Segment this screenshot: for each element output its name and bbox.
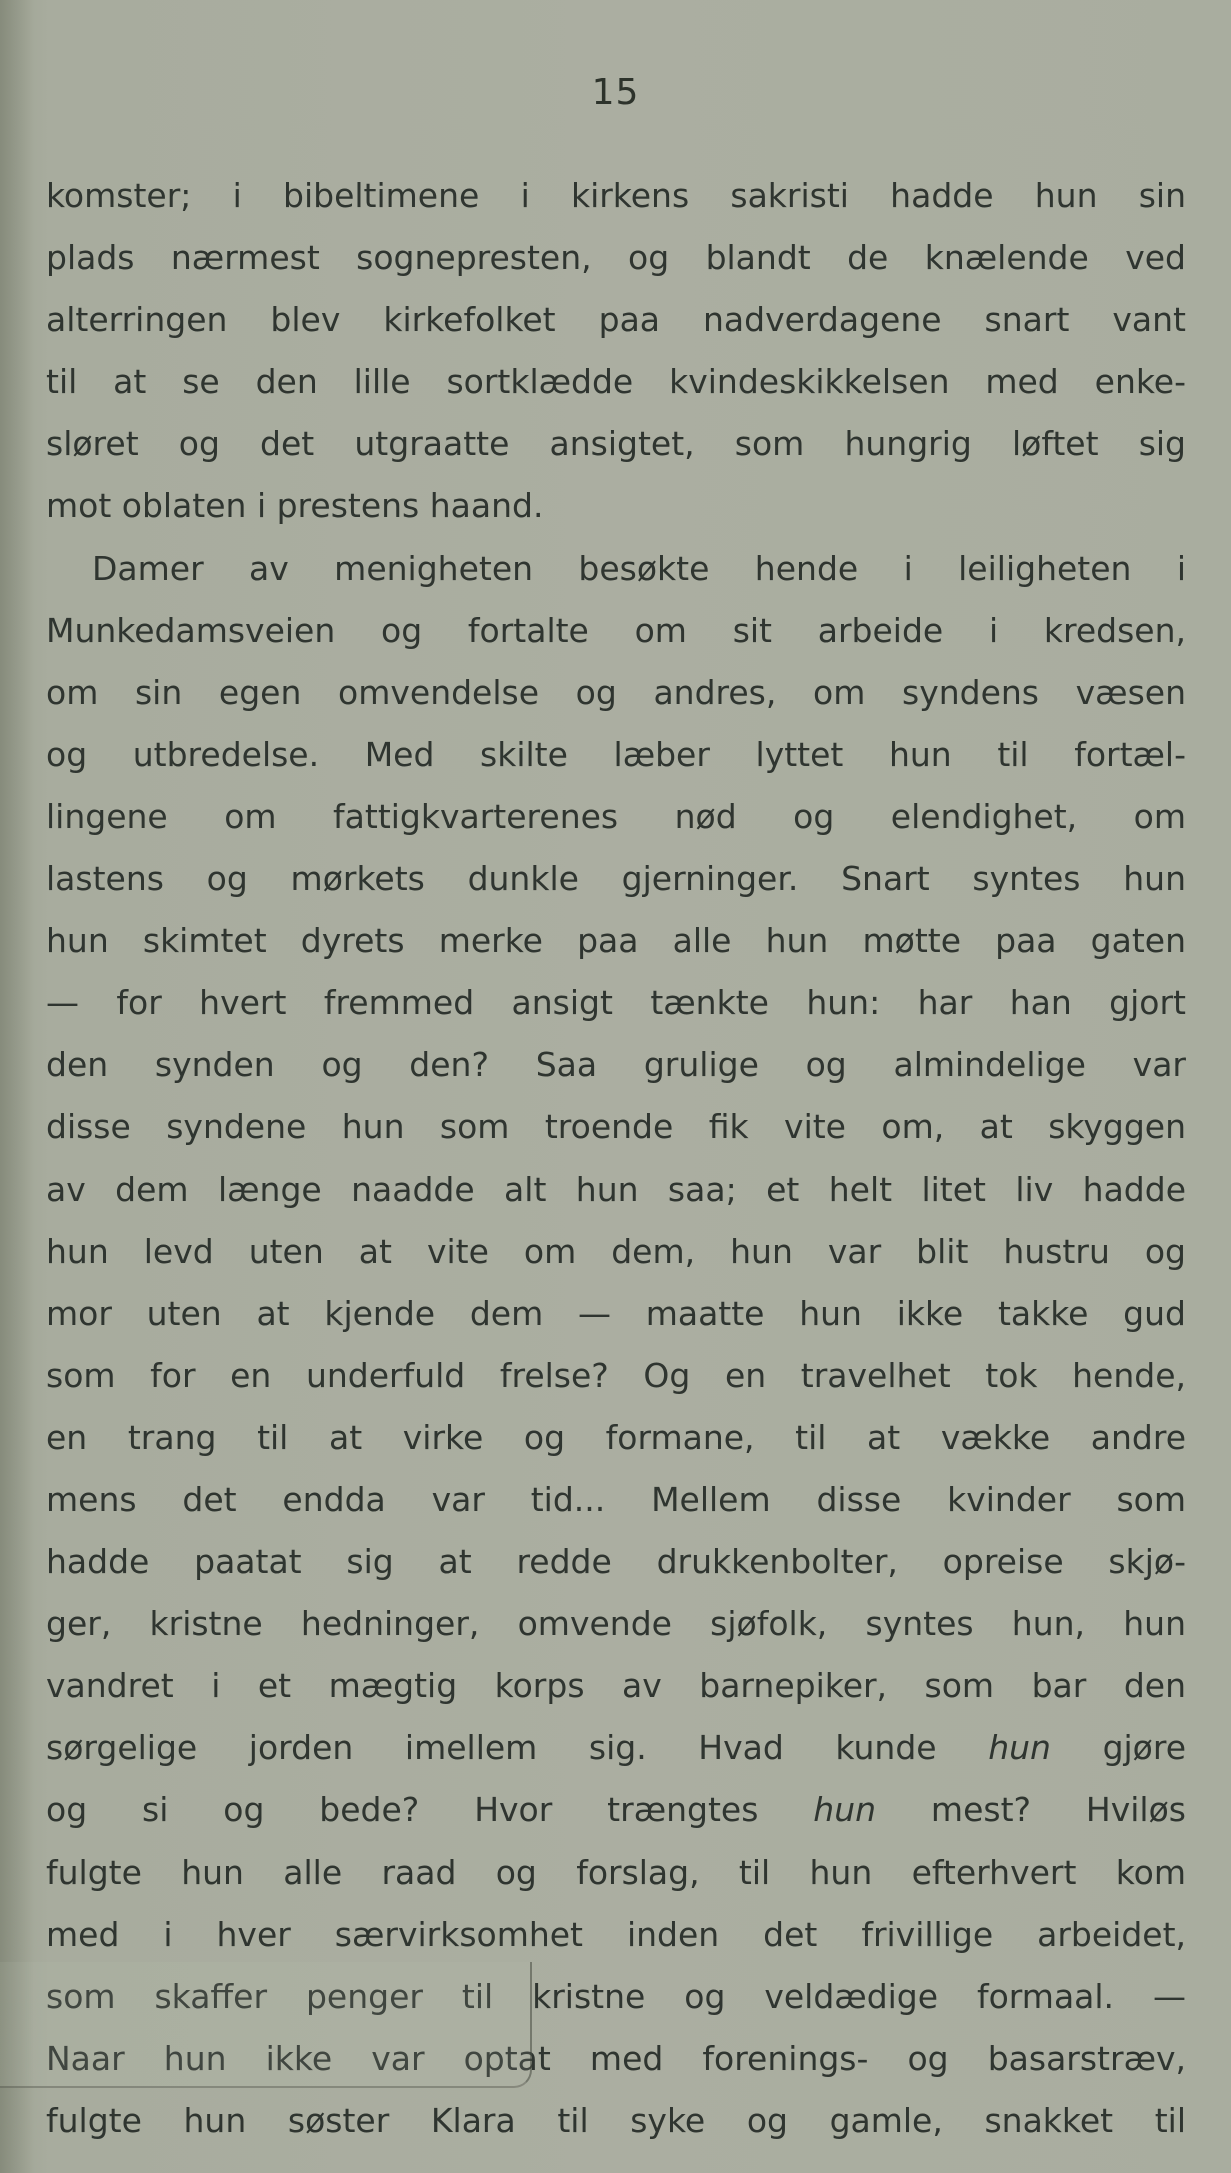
text-line: hun levd uten at vite om dem, hun var blit hustru og (46, 1231, 1186, 1271)
paper-clip-mark (0, 1962, 532, 2088)
text-line: hadde paatat sig at redde drukkenbolter, opreise skjø- (46, 1542, 1186, 1582)
italic-word: hun (988, 1728, 1051, 1768)
text-line: mens det endda var tid... Mellem disse kvinder som (46, 1479, 1186, 1519)
text-line: lastens og mørkets dunkle gjerninger. Snart syntes hun (46, 859, 1186, 899)
text-line: av dem længe naadde alt hun saa; et helt litet liv hadde (46, 1169, 1186, 1209)
text-line: som skaffer penger til kristne og veldædige formaal. — (46, 1976, 1186, 2016)
text-line: lingene om fattigkvarterenes nød og elendighet, om (46, 796, 1186, 836)
text-line: med i hver særvirksomhet inden det frivillige arbeidet, (46, 1914, 1186, 1954)
text-segment: gjøre (1102, 1728, 1186, 1768)
text-line: disse syndene hun som troende fik vite om, at skyggen (46, 1107, 1186, 1147)
text-line: alterringen blev kirkefolket paa nadverdagene snart vant (46, 300, 1186, 340)
text-line: Naar hun ikke var optat med forenings- og basarstræv, (46, 2038, 1186, 2078)
text-line: vandret i et mægtig korps av barnepiker, som bar den (46, 1666, 1186, 1706)
text-line (46, 1717, 1186, 1779)
text-line: fulgte hun søster Klara til syke og gamle, snakket til (46, 2100, 1186, 2140)
text-line: — for hvert fremmed ansigt tænkte hun: har han gjort (46, 983, 1186, 1023)
text-line: mot oblaten i prestens haand. (46, 486, 544, 526)
text-line: som for en underfuld frelse? Og en travelhet tok hende, (46, 1355, 1186, 1395)
text-segment: mest? Hviløs (930, 1790, 1186, 1830)
text-line: komster; i bibeltimene i kirkens sakristi hadde hun sin (46, 176, 1186, 215)
text-segment: og si og bede? Hvor trængtes (46, 1790, 759, 1830)
text-line: om sin egen omvendelse og andres, om syndens væsen (46, 672, 1186, 712)
text-line (46, 1779, 1186, 1841)
text-segment: sørgelige jorden imellem sig. Hvad kunde (46, 1728, 937, 1768)
body-text (46, 165, 1186, 2152)
text-line: hun skimtet dyrets merke paa alle hun møtte paa gaten (46, 921, 1186, 961)
text-line: til at se den lille sortklædde kvindeskikkelsen med enke- (46, 362, 1186, 402)
text-line: ger, kristne hedninger, omvende sjøfolk, syntes hun, hun (46, 1604, 1186, 1644)
spine-shadow (0, 0, 34, 2173)
text-line: og utbredelse. Med skilte læber lyttet hun til fortæl- (46, 734, 1186, 774)
text-line: den synden og den? Saa grulige og almindelige var (46, 1045, 1186, 1085)
text-line: plads nærmest sognepresten, og blandt de knælende ved (46, 238, 1186, 278)
text-line: mor uten at kjende dem — maatte hun ikke takke gud (46, 1293, 1186, 1333)
text-line: Damer av menigheten besøkte hende i leiligheten i (92, 548, 1186, 588)
italic-word: hun (813, 1790, 877, 1830)
text-line: en trang til at virke og formane, til at vække andre (46, 1417, 1186, 1457)
text-line: sløret og det utgraatte ansigtet, som hungrig løftet sig (46, 424, 1186, 464)
text-line: fulgte hun alle raad og forslag, til hun efterhvert kom (46, 1852, 1186, 1892)
page-number: 15 (591, 72, 640, 113)
text-line: Munkedamsveien og fortalte om sit arbeide i kredsen, (46, 610, 1186, 650)
